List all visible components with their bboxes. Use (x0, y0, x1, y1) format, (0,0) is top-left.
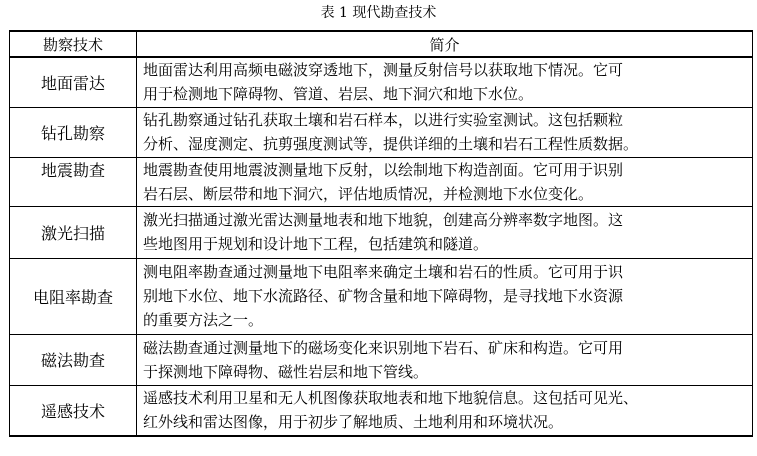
technique-description (137, 206, 753, 258)
table-row (10, 107, 753, 157)
description-line: 磁法勘查通过测量地下的磁场变化来识别地下岩石、矿床和构造。它可用 (143, 338, 624, 357)
description-line: 于探测地下障碍物、磁性岩层和地下管线。 (143, 362, 429, 381)
description-line: 些地图用于规划和设计地下工程，包括建筑和隧道。 (143, 235, 489, 253)
table-row (10, 157, 753, 206)
technique-name: 钻孔勘察 (10, 107, 137, 157)
description-line: 地面雷达利用高频电磁波穿透地下，测量反射信号以获取地下情况。它可 (143, 61, 624, 80)
description-line: 钻孔勘察通过钻孔获取土壤和岩石样本，以进行实验室测试。这包括颗粒 (143, 111, 624, 129)
technique-description (137, 107, 753, 157)
header-description: 简介 (137, 31, 753, 57)
table-row (10, 385, 753, 436)
technique-description (137, 57, 753, 107)
description-line: 的重要方法之一。 (143, 311, 264, 329)
table-row (10, 258, 753, 334)
technique-name: 地震勘查 (10, 157, 137, 206)
technique-name: 遥感技术 (10, 385, 137, 436)
description-line: 测电阻率勘查通过测量地下电阻率来确定土壤和岩石的性质。它可用于识 (143, 263, 624, 281)
technique-name: 激光扫描 (10, 206, 137, 258)
technique-name: 磁法勘查 (10, 334, 137, 385)
description-line: 遥感技术利用卫星和无人机图像获取地表和地下地貌信息。这包括可见光、 (143, 389, 639, 408)
technique-description (137, 385, 753, 436)
technique-description (137, 334, 753, 385)
description-line: 用于检测地下障碍物、管道、岩层、地下洞穴和地下水位。 (143, 85, 534, 104)
description-line: 岩石层、断层带和地下洞穴，评估地质情况，并检测地下水位变化。 (143, 184, 594, 203)
technique-description (137, 157, 753, 206)
description-line: 地震勘查使用地震波测量地下反射，以绘制地下构造剖面。它可用于识别 (143, 160, 624, 179)
description-line: 别地下水位、地下水流路径、矿物含量和地下障碍物，是寻找地下水资源 (143, 287, 624, 305)
technique-name: 地面雷达 (10, 57, 137, 107)
table-row (10, 206, 753, 258)
table-caption: 表 1 现代勘查技术 (320, 5, 437, 21)
table-row (10, 57, 753, 107)
description-line: 激光扫描通过激光雷达测量地表和地下地貌，创建高分辨率数字地图。这 (143, 211, 624, 229)
techniques-table (9, 30, 753, 437)
technique-name: 电阻率勘查 (10, 258, 137, 334)
description-line: 分析、湿度测定、抗剪强度测试等，提供详细的土壤和岩石工程性质数据。 (143, 135, 639, 153)
header-row (10, 31, 753, 57)
header-technique: 勘察技术 (10, 31, 137, 57)
technique-description (137, 258, 753, 334)
table-row (10, 334, 753, 385)
description-line: 红外线和雷达图像，用于初步了解地质、土地利用和环境状况。 (143, 413, 564, 432)
